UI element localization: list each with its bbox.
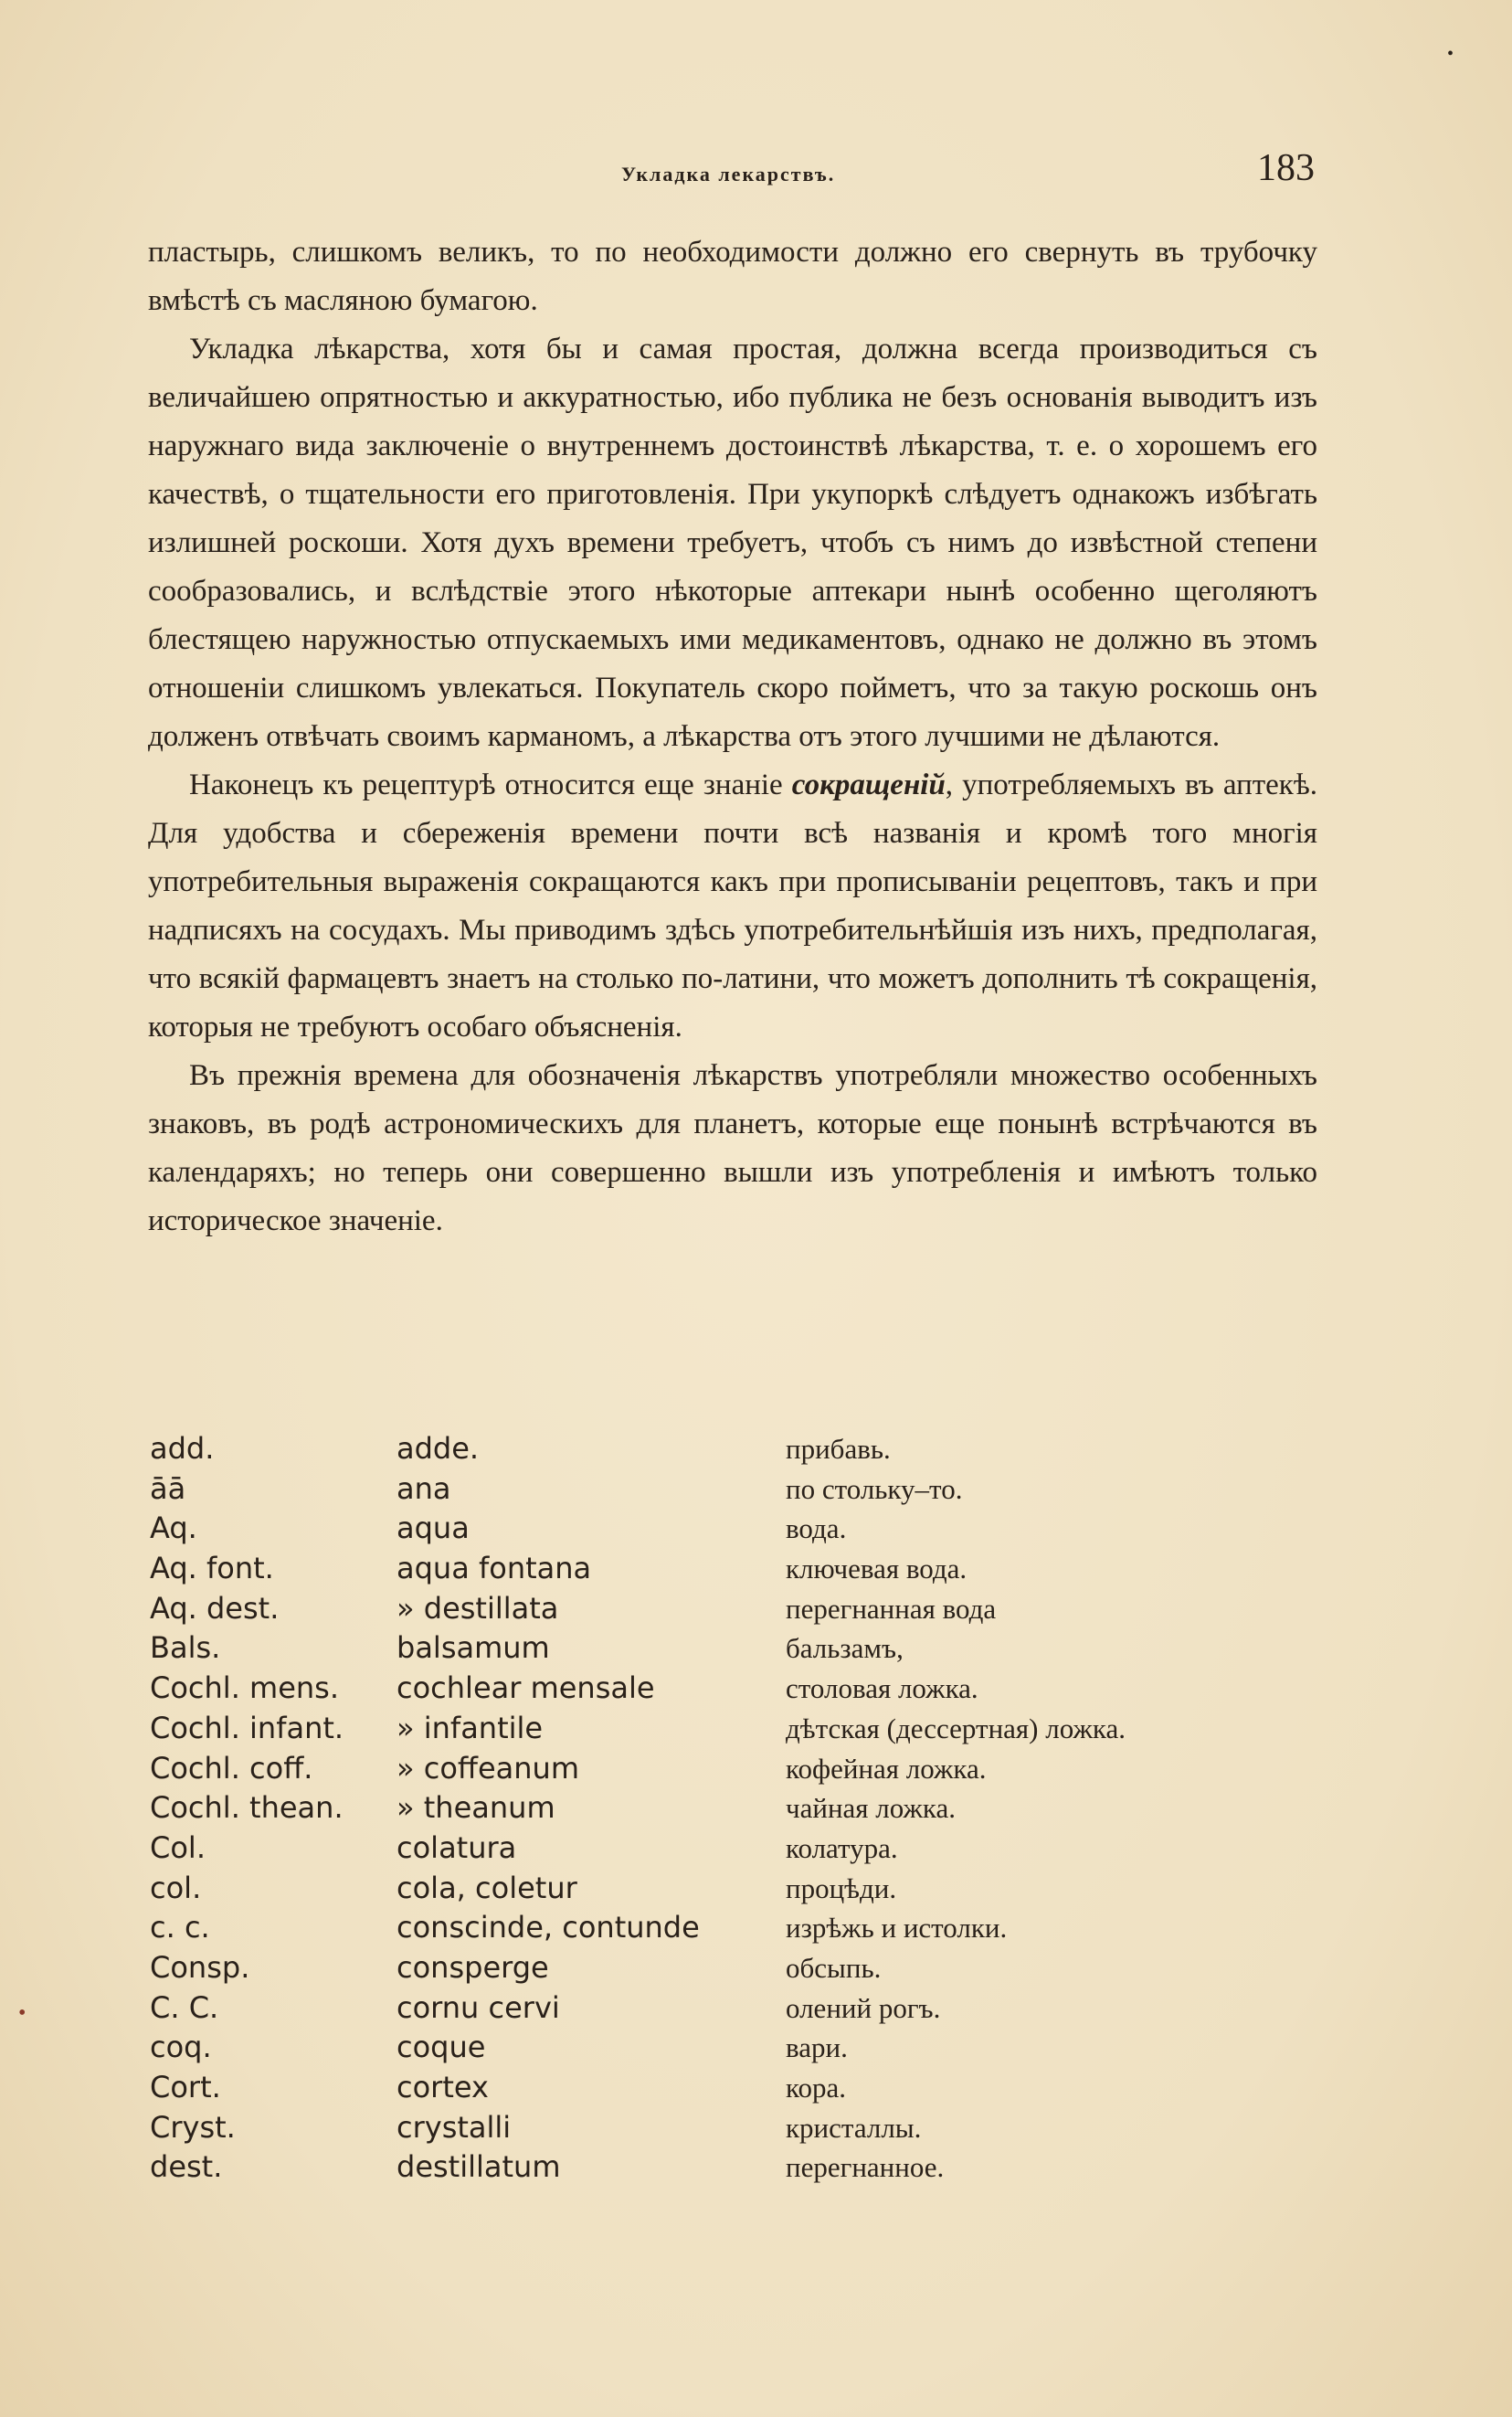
- table-row: [150, 1988, 1338, 2029]
- translation-cell: ключевая вода.: [786, 1553, 967, 1585]
- margin-dot: •: [18, 2001, 26, 2025]
- translation-cell: чайная ложка.: [786, 1792, 957, 1825]
- latin-term-cell: adde.: [397, 1431, 480, 1466]
- paragraph: пластырь, слишкомъ великъ, то по необходимости должно его свернуть въ трубочку вмѣстѣ съ масляною бумагою.: [148, 236, 1317, 317]
- translation-cell: по стольку–то.: [786, 1472, 963, 1505]
- latin-term-cell: cortex: [397, 2070, 489, 2104]
- latin-term-cell: consperge: [397, 1949, 549, 1985]
- table-row: [150, 1669, 1338, 1709]
- translation-cell: перегнанное.: [786, 2151, 945, 2184]
- latin-term-cell: ana: [397, 1470, 451, 1506]
- abbreviation-cell: Cort.: [150, 2070, 221, 2104]
- table-row: [150, 1549, 1338, 1589]
- table-row: [150, 1509, 1338, 1549]
- abbreviation-cell: Cochl. coff.: [150, 1750, 313, 1786]
- abbreviation-cell: coq.: [150, 2030, 212, 2065]
- translation-cell: кора.: [786, 2072, 846, 2104]
- table-row: [150, 1908, 1338, 1948]
- abbreviation-cell: Bals.: [150, 1630, 221, 1666]
- latin-term-cell: » destillata: [397, 1590, 559, 1626]
- abbreviation-cell: āā: [150, 1470, 186, 1506]
- translation-cell: кофейная ложка.: [786, 1752, 987, 1785]
- abbreviation-cell: Cochl. thean.: [150, 1790, 344, 1826]
- latin-term-cell: aqua: [397, 1511, 470, 1546]
- latin-term-cell: conscinde, contunde: [397, 1910, 700, 1945]
- latin-term-cell: balsamum: [397, 1630, 550, 1666]
- table-row: [150, 1429, 1338, 1469]
- table-row: [150, 1749, 1338, 1789]
- paragraph-text: , употребляемыхъ въ аптекѣ. Для удобства и сбереженія времени почти всѣ названія и кромѣ того многія употребительныя выраженія сокращаются какъ при прописываніи рецептовъ, такъ и при надписяхъ на сосудахъ. Мы приводимъ здѣсь употребительнѣйшія изъ нихъ, предполагая, что всякій фармацевтъ знаетъ на столько по-латини, что можетъ дополнить тѣ сокращенія, которыя не требуютъ особаго объясненія.: [148, 769, 1317, 1044]
- abbreviation-cell: Aq. font.: [150, 1551, 274, 1586]
- table-row: [150, 2068, 1338, 2108]
- translation-cell: прибавь.: [786, 1433, 891, 1465]
- translation-cell: обсыпь.: [786, 1951, 882, 1984]
- abbreviation-cell: Aq. dest.: [150, 1590, 280, 1626]
- table-row: [150, 1589, 1338, 1629]
- translation-cell: бальзамъ,: [786, 1632, 904, 1665]
- body-text: [148, 228, 1317, 1246]
- abbreviation-cell: Cochl. mens.: [150, 1670, 340, 1706]
- latin-term-cell: destillatum: [397, 2149, 561, 2185]
- abbreviation-cell: c. c.: [150, 1910, 210, 1945]
- latin-term-cell: » coffeanum: [397, 1750, 579, 1786]
- translation-cell: вода.: [786, 1512, 847, 1545]
- abbreviation-cell: Consp.: [150, 1949, 250, 1985]
- translation-cell: процѣди.: [786, 1871, 897, 1904]
- table-row: [150, 1628, 1338, 1669]
- translation-cell: столовая ложка.: [786, 1672, 978, 1705]
- abbreviation-cell: col.: [150, 1870, 202, 1905]
- translation-cell: кристаллы.: [786, 2111, 922, 2144]
- latin-term-cell: coque: [397, 2030, 486, 2065]
- table-row: [150, 1829, 1338, 1869]
- abbreviation-cell: Col.: [150, 1829, 206, 1865]
- table-row: [150, 2108, 1338, 2148]
- emphasis-term: сокращеній: [791, 769, 946, 801]
- latin-term-cell: cornu cervi: [397, 1989, 560, 2025]
- latin-term-cell: colatura: [397, 1829, 517, 1865]
- abbreviation-table: [150, 1429, 1338, 2188]
- paragraph: Укладка лѣкарства, хотя бы и самая простая, должна всегда производиться съ величайшею опрятностью и аккуратностью, ибо публика не безъ основанія выводитъ изъ наружнаго вида заключеніе о внутреннемъ достоинствѣ лѣкарства, т. е. о хорошемъ его качествѣ, о тщательности его приготовленія. При укупоркѣ слѣдуетъ однакожъ избѣгать излишней роскоши. Хотя духъ времени требуетъ, чтобъ съ нимъ до извѣстной степени сообразовались, и вслѣдствіе этого нѣкоторые аптекари нынѣ особенно щеголяютъ блестящею наружностью отпускаемыхъ ими медикаментовъ, однако не должно въ этомъ отношеніи слишкомъ увлекаться. Покупатель скоро пойметъ, что за такую роскошь онъ долженъ отвѣчать своимъ карманомъ, а лѣкарства отъ этого лучшими не дѣлаются.: [148, 333, 1317, 753]
- running-title: Укладка лекарствъ.: [621, 163, 836, 186]
- abbreviation-cell: add.: [150, 1431, 215, 1466]
- table-row: [150, 1948, 1338, 1988]
- paragraph-text: Наконецъ къ рецептурѣ относится еще знаніе: [189, 769, 792, 801]
- translation-cell: колатура.: [786, 1831, 898, 1864]
- translation-cell: дѣтская (дессертная) ложка.: [786, 1712, 1126, 1744]
- table-row: [150, 2028, 1338, 2068]
- table-row: [150, 1709, 1338, 1749]
- abbreviation-cell: Cryst.: [150, 2109, 236, 2145]
- abbreviation-cell: Cochl. infant.: [150, 1710, 344, 1745]
- table-row: [150, 1788, 1338, 1829]
- abbreviation-cell: Aq.: [150, 1511, 197, 1546]
- table-row: [150, 1869, 1338, 1909]
- running-head: [0, 146, 1512, 201]
- abbreviation-cell: dest.: [150, 2149, 223, 2185]
- translation-cell: изрѣжь и истолки.: [786, 1912, 1008, 1945]
- translation-cell: вари.: [786, 2031, 848, 2064]
- table-row: [150, 1469, 1338, 1510]
- table-row: [150, 2147, 1338, 2188]
- latin-term-cell: aqua fontana: [397, 1551, 592, 1586]
- corner-dot: •: [1447, 44, 1454, 64]
- translation-cell: перегнанная вода: [786, 1592, 997, 1625]
- latin-term-cell: cola, coletur: [397, 1870, 577, 1905]
- page-number: 183: [1257, 147, 1315, 189]
- latin-term-cell: cochlear mensale: [397, 1670, 655, 1706]
- translation-cell: олений рогъ.: [786, 1991, 941, 2024]
- abbreviation-cell: C. C.: [150, 1989, 219, 2025]
- latin-term-cell: crystalli: [397, 2109, 512, 2145]
- paragraph: [148, 761, 1317, 1052]
- paragraph: Въ прежнія времена для обозначенія лѣкарствъ употребляли множество особенныхъ знаковъ, въ родѣ астрономическихъ для планетъ, которые еще понынѣ встрѣчаются въ календаряхъ; но теперь они совершенно вышли изъ употребленія и имѣютъ только историческое значеніе.: [148, 1059, 1317, 1237]
- latin-term-cell: » infantile: [397, 1710, 544, 1745]
- latin-term-cell: » theanum: [397, 1790, 555, 1826]
